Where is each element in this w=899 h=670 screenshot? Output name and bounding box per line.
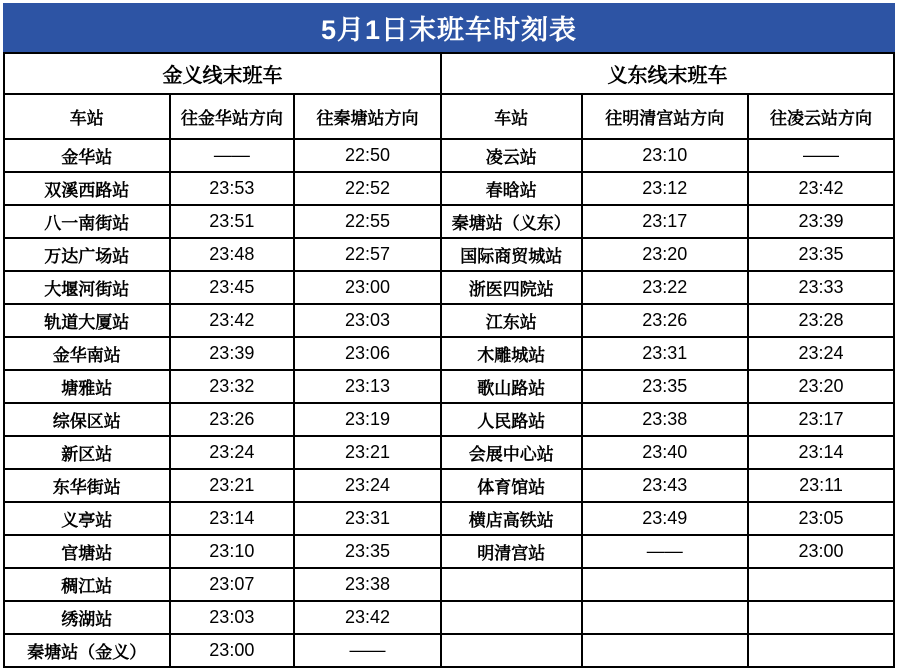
table-row	[4, 601, 894, 634]
time-cell: 23:51	[170, 205, 295, 238]
station-cell: 综保区站	[4, 403, 170, 436]
station-cell: 稠江站	[4, 568, 170, 601]
section-header-yidong-line: 义东线末班车	[441, 53, 894, 94]
station-cell	[441, 568, 582, 601]
time-cell	[582, 634, 748, 667]
table-row	[4, 370, 894, 403]
column-header-to-jinhua: 往金华站方向	[170, 94, 295, 139]
time-cell: 23:26	[582, 304, 748, 337]
table-row	[4, 304, 894, 337]
time-cell: 23:48	[170, 238, 295, 271]
time-cell: 23:24	[294, 469, 441, 502]
station-cell: 义亭站	[4, 502, 170, 535]
station-cell: 金华南站	[4, 337, 170, 370]
station-cell: 体育馆站	[441, 469, 582, 502]
time-cell: 23:21	[170, 469, 295, 502]
time-cell: 23:39	[748, 205, 894, 238]
time-cell: 23:13	[294, 370, 441, 403]
time-cell: 23:33	[748, 271, 894, 304]
time-cell	[582, 568, 748, 601]
column-header-to-lingyun: 往凌云站方向	[748, 94, 894, 139]
time-cell: 23:26	[170, 403, 295, 436]
station-cell: 木雕城站	[441, 337, 582, 370]
station-cell: 八一南街站	[4, 205, 170, 238]
station-cell: 横店高铁站	[441, 502, 582, 535]
time-cell: ——	[170, 139, 295, 172]
time-cell: 23:35	[748, 238, 894, 271]
station-cell: 秦塘站（金义）	[4, 634, 170, 667]
station-cell: 明清宫站	[441, 535, 582, 568]
column-header-station-left: 车站	[4, 94, 170, 139]
timetable-poster	[3, 3, 895, 668]
timetable-body	[4, 139, 894, 667]
time-cell: 23:00	[748, 535, 894, 568]
station-cell: 东华街站	[4, 469, 170, 502]
station-cell: 会展中心站	[441, 436, 582, 469]
time-cell: 23:43	[582, 469, 748, 502]
time-cell: 23:53	[170, 172, 295, 205]
line-header-row	[4, 53, 894, 94]
table-row	[4, 403, 894, 436]
time-cell: 23:03	[170, 601, 295, 634]
time-cell: 22:52	[294, 172, 441, 205]
timetable	[3, 52, 895, 668]
time-cell: 23:35	[294, 535, 441, 568]
table-row	[4, 337, 894, 370]
station-cell: 秦塘站（义东）	[441, 205, 582, 238]
time-cell: 23:19	[294, 403, 441, 436]
page-title: 5月1日末班车时刻表	[320, 15, 578, 45]
time-cell: 23:05	[748, 502, 894, 535]
table-row	[4, 172, 894, 205]
time-cell	[748, 601, 894, 634]
time-cell: 23:39	[170, 337, 295, 370]
time-cell: 23:00	[294, 271, 441, 304]
time-cell: 23:28	[748, 304, 894, 337]
station-cell: 新区站	[4, 436, 170, 469]
station-cell: 万达广场站	[4, 238, 170, 271]
station-cell: 绣湖站	[4, 601, 170, 634]
time-cell: 23:03	[294, 304, 441, 337]
time-cell: 23:31	[294, 502, 441, 535]
station-cell: 歌山路站	[441, 370, 582, 403]
time-cell: 23:07	[170, 568, 295, 601]
time-cell: 22:57	[294, 238, 441, 271]
time-cell: 23:38	[294, 568, 441, 601]
table-row	[4, 568, 894, 601]
time-cell: 23:49	[582, 502, 748, 535]
station-cell	[441, 601, 582, 634]
table-row	[4, 634, 894, 667]
time-cell: 23:24	[748, 337, 894, 370]
time-cell: 23:14	[170, 502, 295, 535]
time-cell: ——	[748, 139, 894, 172]
station-cell: 官塘站	[4, 535, 170, 568]
time-cell: 23:21	[294, 436, 441, 469]
time-cell: 23:10	[170, 535, 295, 568]
time-cell: 23:40	[582, 436, 748, 469]
time-cell	[748, 634, 894, 667]
time-cell: 22:50	[294, 139, 441, 172]
time-cell	[748, 568, 894, 601]
time-cell: 23:35	[582, 370, 748, 403]
station-cell: 大堰河街站	[4, 271, 170, 304]
station-cell: 浙医四院站	[441, 271, 582, 304]
time-cell: 23:45	[170, 271, 295, 304]
table-row	[4, 469, 894, 502]
time-cell: ——	[294, 634, 441, 667]
time-cell: 23:42	[748, 172, 894, 205]
time-cell: 23:31	[582, 337, 748, 370]
time-cell: 23:38	[582, 403, 748, 436]
time-cell: 23:20	[582, 238, 748, 271]
table-row	[4, 139, 894, 172]
station-cell: 人民路站	[441, 403, 582, 436]
time-cell: 23:14	[748, 436, 894, 469]
table-row	[4, 535, 894, 568]
station-cell: 轨道大厦站	[4, 304, 170, 337]
time-cell: 23:20	[748, 370, 894, 403]
station-cell: 金华站	[4, 139, 170, 172]
table-row	[4, 502, 894, 535]
time-cell: 23:12	[582, 172, 748, 205]
time-cell: 23:06	[294, 337, 441, 370]
station-cell: 春晗站	[441, 172, 582, 205]
time-cell: ——	[582, 535, 748, 568]
table-row	[4, 238, 894, 271]
time-cell: 23:32	[170, 370, 295, 403]
time-cell: 23:42	[170, 304, 295, 337]
table-row	[4, 436, 894, 469]
station-cell: 国际商贸城站	[441, 238, 582, 271]
station-cell: 凌云站	[441, 139, 582, 172]
time-cell: 23:11	[748, 469, 894, 502]
station-cell	[441, 634, 582, 667]
table-row	[4, 205, 894, 238]
time-cell: 23:17	[748, 403, 894, 436]
time-cell: 23:17	[582, 205, 748, 238]
column-header-row	[4, 94, 894, 139]
station-cell: 江东站	[441, 304, 582, 337]
column-header-to-qintang: 往秦塘站方向	[294, 94, 441, 139]
section-header-jinyi-line: 金义线末班车	[4, 53, 441, 94]
column-header-to-mingqinggong: 往明清宫站方向	[582, 94, 748, 139]
time-cell: 23:42	[294, 601, 441, 634]
time-cell: 23:00	[170, 634, 295, 667]
time-cell	[582, 601, 748, 634]
time-cell: 22:55	[294, 205, 441, 238]
station-cell: 塘雅站	[4, 370, 170, 403]
time-cell: 23:24	[170, 436, 295, 469]
column-header-station-right: 车站	[441, 94, 582, 139]
table-row	[4, 271, 894, 304]
time-cell: 23:22	[582, 271, 748, 304]
station-cell: 双溪西路站	[4, 172, 170, 205]
time-cell: 23:10	[582, 139, 748, 172]
title-banner	[3, 3, 895, 52]
